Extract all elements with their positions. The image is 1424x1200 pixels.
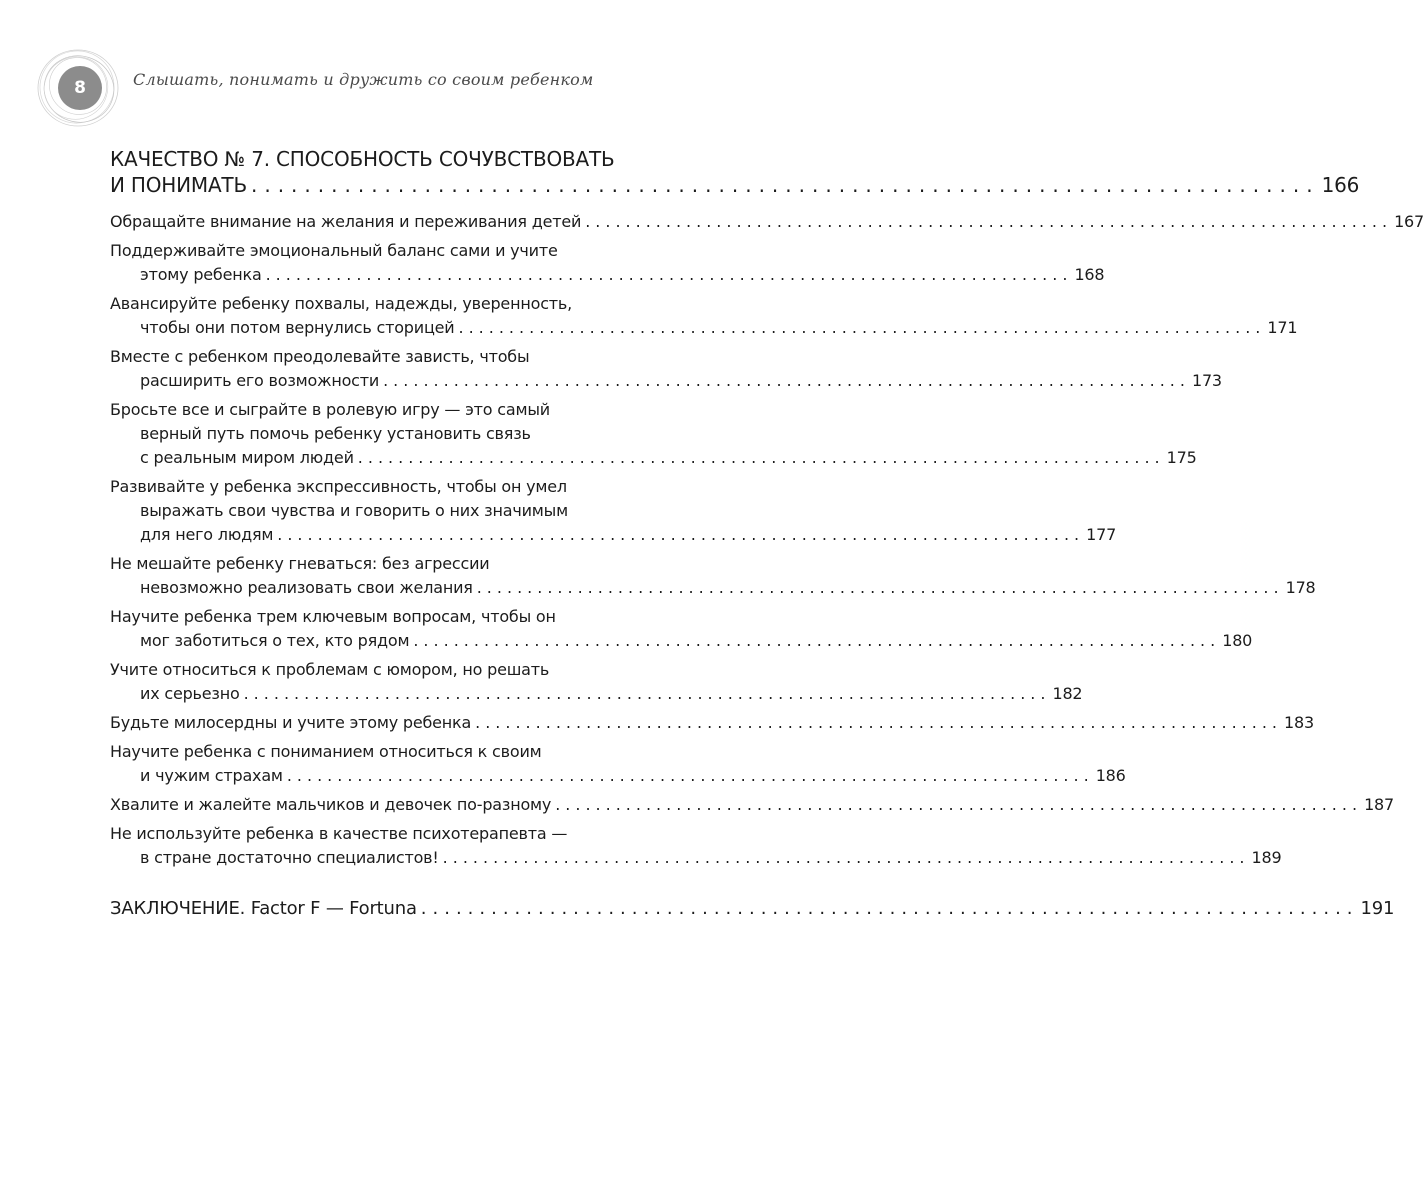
- toc-page-number: 175: [1166, 448, 1197, 467]
- toc-entry-line: Вместе с ребенком преодолевайте зависть, чтобы: [110, 347, 530, 366]
- toc-conclusion[interactable]: [110, 896, 1395, 922]
- toc-entry-line: И ПОНИМАТЬ: [110, 173, 247, 197]
- toc-entry-line: и чужим страхам: [140, 766, 283, 785]
- toc-entry-line: чтобы они потом вернулись сторицей: [140, 318, 455, 337]
- toc-page-number: 171: [1267, 318, 1298, 337]
- toc-entry[interactable]: [110, 793, 1395, 817]
- dot-leader: ................................................................................: [286, 766, 1094, 785]
- toc-entry-line: Развивайте у ребенка экспрессивность, чтобы он умел: [110, 477, 567, 496]
- page-header: [0, 0, 817, 130]
- dot-leader: ................................................................................: [357, 448, 1165, 467]
- toc-entry[interactable]: [110, 475, 1117, 547]
- dot-leader: ................................................................................: [476, 578, 1284, 597]
- toc-page-number: 183: [1284, 713, 1314, 732]
- toc-page-number: 189: [1251, 848, 1282, 867]
- toc-entry[interactable]: [110, 345, 1222, 393]
- toc-entry[interactable]: [110, 239, 1105, 287]
- table-of-contents: [110, 146, 1424, 927]
- dot-leader: ................................................................................: [265, 265, 1073, 284]
- toc-entry-line: Обращайте внимание на желания и переживания детей: [110, 212, 582, 231]
- toc-entry-line: Хвалите и жалейте мальчиков и девочек по-разному: [110, 795, 552, 814]
- toc-page-number: 186: [1095, 766, 1126, 785]
- toc-page-number: 191: [1360, 898, 1395, 919]
- dot-leader: ................................................................................: [555, 795, 1363, 814]
- toc-entry[interactable]: [110, 711, 1314, 735]
- toc-entry-line: Научите ребенка с пониманием относиться к своим: [110, 742, 542, 761]
- toc-entry-line: верный путь помочь ребенку установить связь: [140, 424, 531, 443]
- toc-entry-line: выражать свои чувства и говорить о них значимым: [140, 501, 568, 520]
- dot-leader: ................................................................................: [243, 684, 1051, 703]
- toc-entry-line: КАЧЕСТВО № 7. СПОСОБНОСТЬ СОЧУВСТВОВАТЬ: [110, 147, 615, 171]
- toc-entry-line: ЗАКЛЮЧЕНИЕ. Factor F — Fortuna: [110, 898, 417, 919]
- toc-entry-line: Не мешайте ребенку гневаться: без агрессии: [110, 554, 490, 573]
- toc-entry[interactable]: [110, 605, 1253, 653]
- toc-entry-line: Научите ребенка трем ключевым вопросам, чтобы он: [110, 607, 556, 626]
- toc-page-number: 182: [1052, 684, 1083, 703]
- toc-entry-line: этому ребенка: [140, 265, 262, 284]
- toc-page-number: 173: [1191, 371, 1222, 390]
- dot-leader: ................................................................................: [442, 848, 1250, 867]
- toc-entry[interactable]: [110, 658, 1083, 706]
- toc-entry-line: с реальным миром людей: [140, 448, 354, 467]
- toc-entry[interactable]: [110, 398, 1197, 470]
- toc-entry-line: Авансируйте ребенку похвалы, надежды, уверенность,: [110, 294, 573, 313]
- toc-entry[interactable]: [110, 210, 1424, 234]
- dot-leader: ................................................................................: [277, 525, 1085, 544]
- toc-entry-line: Поддерживайте эмоциональный баланс сами и учите: [110, 241, 558, 260]
- toc-entry-line: Бросьте все и сыграйте в ролевую игру — это самый: [110, 400, 550, 419]
- page-number: 8: [74, 78, 86, 98]
- dot-leader: ................................................................................: [250, 173, 1320, 197]
- toc-page-number: 180: [1222, 631, 1253, 650]
- toc-entry-line: Будьте милосердны и учите этому ребенка: [110, 713, 472, 732]
- toc-page-number: 178: [1285, 578, 1316, 597]
- toc-entry-line: расширить его возможности: [140, 371, 380, 390]
- dot-leader: ................................................................................: [475, 713, 1282, 732]
- toc-entry-line: Не используйте ребенка в качестве психотерапевта —: [110, 824, 568, 843]
- dot-leader: ................................................................................: [383, 371, 1190, 390]
- toc-entry-line: Учите относиться к проблемам с юмором, но решать: [110, 660, 550, 679]
- toc-entry[interactable]: [110, 552, 1316, 600]
- dot-leader: ................................................................................: [420, 898, 1359, 919]
- toc-entry[interactable]: [110, 740, 1126, 788]
- toc-entry-line: в стране достаточно специалистов!: [140, 848, 439, 867]
- dot-leader: ................................................................................: [585, 212, 1393, 231]
- toc-page-number: 168: [1074, 265, 1105, 284]
- toc-entry[interactable]: [110, 292, 1298, 340]
- running-head-title: Слышать, понимать и дружить со своим ребенком: [133, 70, 594, 89]
- toc-entry-line: невозможно реализовать свои желания: [140, 578, 473, 597]
- toc-page-number: 177: [1086, 525, 1117, 544]
- toc-chapter-heading[interactable]: [110, 146, 1360, 198]
- dot-leader: ................................................................................: [413, 631, 1221, 650]
- toc-entry[interactable]: [110, 822, 1282, 870]
- dot-leader: ................................................................................: [458, 318, 1266, 337]
- toc-page-number: 187: [1364, 795, 1395, 814]
- toc-page-number: 167: [1394, 212, 1424, 231]
- toc-entry-line: для него людям: [140, 525, 274, 544]
- toc-page-number: 166: [1321, 173, 1360, 197]
- toc-entry-line: мог заботиться о тех, кто рядом: [140, 631, 410, 650]
- toc-entry-line: их серьезно: [140, 684, 240, 703]
